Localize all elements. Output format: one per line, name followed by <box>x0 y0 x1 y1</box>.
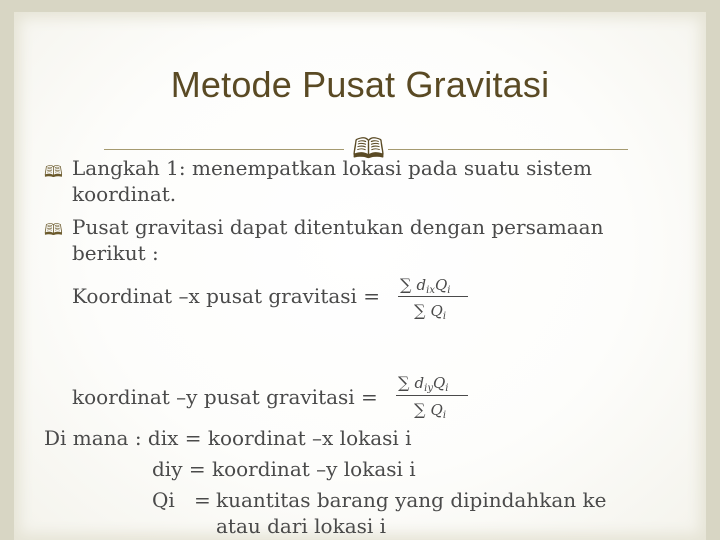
title-divider-right <box>388 149 628 150</box>
definition-dix: Di mana : dix = koordinat –x lokasi i <box>44 426 412 450</box>
definition-qi-line-2: atau dari lokasi i <box>216 514 387 538</box>
formula-x-denominator: ∑ $Q_i$ <box>414 301 447 322</box>
definition-qi-equals: = <box>194 488 211 512</box>
book-icon: 🕮 <box>44 162 63 181</box>
book-icon: 🕮 <box>44 220 63 239</box>
formula-x-fraction-bar <box>398 296 468 297</box>
bullet-1-line-1: Langkah 1: menempatkan lokasi pada suatu sistem <box>72 156 592 180</box>
definition-diy: diy = koordinat –y lokasi i <box>152 457 416 481</box>
formula-x-numerator: ∑ $d_{ix}Q_i$ <box>400 275 451 296</box>
formula-y-label: koordinat –y pusat gravitasi = <box>72 385 378 409</box>
formula-y-numerator: ∑ $d_{iy}Q_i$ <box>398 373 449 394</box>
formula-y-denominator: ∑ $Q_i$ <box>414 400 447 421</box>
bullet-2-line-1: Pusat gravitasi dapat ditentukan dengan persamaan <box>72 215 604 239</box>
bullet-1-line-2: koordinat. <box>72 182 177 206</box>
title-divider-left <box>104 149 344 150</box>
bullet-2-line-2: berikut : <box>72 241 159 265</box>
definition-qi-line-1: kuantitas barang yang dipindahkan ke <box>216 488 607 512</box>
formula-x-label: Koordinat –x pusat gravitasi = <box>72 284 381 308</box>
book-icon: 🕮 <box>352 132 386 165</box>
slide-title: Metode Pusat Gravitasi <box>170 64 550 105</box>
definition-qi-symbol: Qi <box>152 488 175 512</box>
formula-y-fraction-bar <box>396 395 468 396</box>
